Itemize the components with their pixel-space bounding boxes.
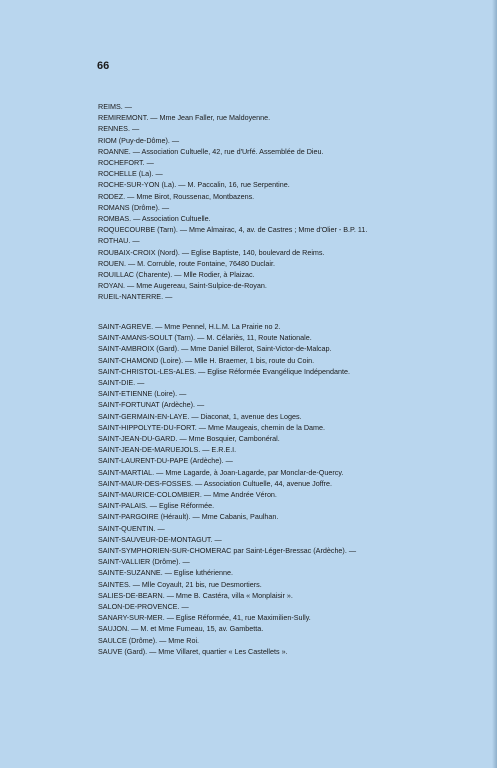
- directory-entry: SAINT-JEAN-DE-MARUEJOLS. — E.R.E.I.: [98, 445, 237, 455]
- directory-entry: SAINT-MARTIAL. — Mme Lagarde, à Joan-Lagarde, par Monclar-de-Quercy.: [98, 467, 344, 477]
- directory-entry: SANARY-SUR-MER. — Eglise Réformée, 41, rue Maximilien-Sully.: [98, 613, 311, 623]
- directory-entry: SAINT-VALLIER (Drôme). —: [98, 557, 190, 567]
- directory-entry: ROQUECOURBE (Tarn). — Mme Almairac, 4, av. de Castres ; Mme d'Olier - B.P. 11.: [98, 225, 368, 235]
- directory-entry: ROMBAS. — Association Cultuelle.: [98, 214, 211, 224]
- directory-entry: ROTHAU. —: [98, 236, 140, 246]
- directory-entry: ROCHEFORT. —: [98, 158, 154, 168]
- directory-entry: SAINT-JEAN-DU-GARD. — Mme Bosquier, Cambonéral.: [98, 434, 280, 444]
- page-edge-shadow: [492, 0, 497, 768]
- directory-entry: SAINT-AMBROIX (Gard). — Mme Daniel Billerot, Saint-Victor-de-Malcap.: [98, 344, 332, 354]
- directory-entry: SAINT-LAURENT-DU-PAPE (Ardèche). —: [98, 456, 233, 466]
- directory-entry: REMIREMONT. — Mme Jean Faller, rue Maldoyenne.: [98, 113, 271, 123]
- directory-section-s: [98, 321, 443, 657]
- directory-entry: SAINT-DIE. —: [98, 378, 145, 388]
- directory-entry: SAUVE (Gard). — Mme Villaret, quartier « Les Castellets ».: [98, 646, 288, 656]
- directory-entry: RENNES. —: [98, 124, 140, 134]
- directory-entry: ROANNE. — Association Cultuelle, 42, rue d'Urfé. Assemblée de Dieu.: [98, 146, 324, 156]
- directory-entry: SAINT-SYMPHORIEN-SUR-CHOMERAC par Saint-Léger-Bressac (Ardèche). —: [98, 546, 357, 556]
- directory-entry: SALIES-DE-BEARN. — Mme B. Castéra, villa « Monplaisir ».: [98, 590, 293, 600]
- directory-entry: RODEZ. — Mme Birot, Roussenac, Montbazens.: [98, 191, 255, 201]
- directory-entry: SAINT-CHRISTOL-LES-ALES. — Eglise Réformée Evangélique Indépendante.: [98, 366, 350, 376]
- directory-entry: SAINT-AGREVE. — Mme Pennel, H.L.M. La Prairie no 2.: [98, 322, 281, 331]
- page-number: 66: [97, 60, 110, 72]
- directory-entry: SAINTE-SUZANNE. — Eglise luthérienne.: [98, 568, 234, 578]
- directory-entry: SAINT-HIPPOLYTE-DU-FORT. — Mme Maugeais, chemin de la Dame.: [98, 422, 325, 432]
- directory-section-r: [98, 101, 443, 303]
- directory-entry: ROCHE-SUR-YON (La). — M. Paccalin, 16, rue Serpentine.: [98, 180, 290, 190]
- directory-entry: SAINT-PALAIS. — Eglise Réformée.: [98, 501, 215, 511]
- directory-entry: ROYAN. — Mme Augereau, Saint-Sulpice-de-Royan.: [98, 281, 267, 291]
- directory-entry: RUEIL-NANTERRE. —: [98, 292, 173, 302]
- directory-entry: SAINT-QUENTIN. —: [98, 523, 165, 533]
- directory-entry: SAINT-SAUVEUR-DE-MONTAGUT. —: [98, 534, 222, 544]
- directory-entry: SAULCE (Drôme). — Mme Roi.: [98, 635, 200, 645]
- directory-entry: SALON-DE-PROVENCE. —: [98, 602, 189, 612]
- directory-entry: ROUEN. — M. Corruble, route Fontaine, 76480 Duclair.: [98, 258, 275, 268]
- directory-entry: SAINT-MAUR-DES-FOSSES. — Association Cultuelle, 44, avenue Joffre.: [98, 478, 332, 488]
- directory-entry: SAINT-GERMAIN-EN-LAYE. — Diaconat, 1, avenue des Loges.: [98, 411, 302, 421]
- directory-entry: ROUILLAC (Charente). — Mlle Rodier, à Plaizac.: [98, 270, 255, 280]
- directory-entry: ROCHELLE (La). —: [98, 169, 163, 179]
- directory-entry: REIMS. —: [98, 102, 132, 111]
- directory-entry: SAINT-ETIENNE (Loire). —: [98, 389, 187, 399]
- directory-entry: RIOM (Puy-de-Dôme). —: [98, 135, 180, 145]
- directory-entry: ROMANS (Drôme). —: [98, 202, 170, 212]
- directory-entry: SAINT-PARGOIRE (Hérault). — Mme Cabanis, Paulhan.: [98, 512, 279, 522]
- directory-entry: SAINT-AMANS-SOULT (Tarn). — M. Célariès, 11, Route Nationale.: [98, 333, 312, 343]
- directory-entry: ROUBAIX-CROIX (Nord). — Eglise Baptiste, 140, boulevard de Reims.: [98, 247, 325, 257]
- directory-entry: SAINT-CHAMOND (Loire). — Mlle H. Braemer, 1 bis, route du Coin.: [98, 355, 315, 365]
- directory-entry: SAINT-MAURICE-COLOMBIER. — Mme Andrée Véron.: [98, 490, 277, 500]
- directory-entry: SAINT-FORTUNAT (Ardèche). —: [98, 400, 205, 410]
- directory-entry: SAUJON. — M. et Mme Fumeau, 15, av. Gambetta.: [98, 624, 264, 634]
- directory-entry: SAINTES. — Mlle Coyault, 21 bis, rue Desmortiers.: [98, 579, 262, 589]
